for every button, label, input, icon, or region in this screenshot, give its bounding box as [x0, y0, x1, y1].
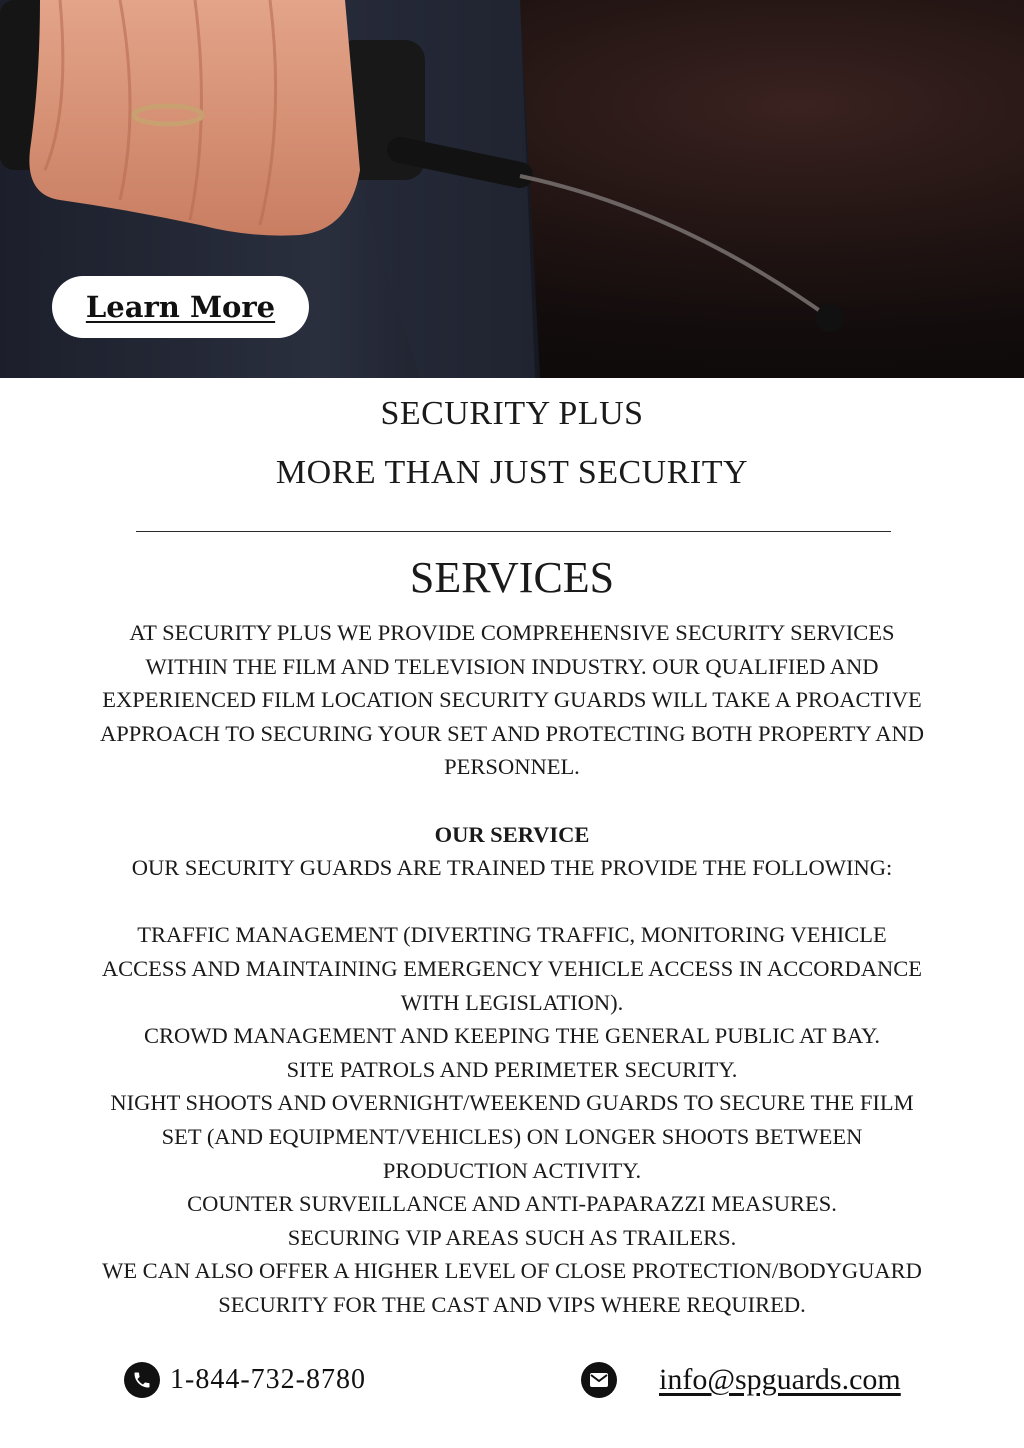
- service-line: COUNTER SURVEILLANCE AND ANTI-PAPARAZZI MEASURES.: [187, 1191, 837, 1217]
- our-service-intro: OUR SECURITY GUARDS ARE TRAINED THE PROVIDE THE FOLLOWING:: [131, 855, 893, 881]
- spacer: [70, 885, 954, 919]
- intro-line: PERSONNEL.: [444, 754, 580, 780]
- envelope-icon: [581, 1362, 617, 1398]
- intro-line: WITHIN THE FILM AND TELEVISION INDUSTRY. OUR QUALIFIED AND: [145, 653, 879, 679]
- phone-icon: [124, 1362, 160, 1398]
- hero-photo: [0, 0, 1024, 378]
- services-title: SERVICES: [409, 553, 615, 602]
- service-line: SECURITY FOR THE CAST AND VIPS WHERE REQUIRED.: [218, 1291, 806, 1317]
- spacer: [70, 784, 954, 818]
- service-line: WE CAN ALSO OFFER A HIGHER LEVEL OF CLOSE PROTECTION/BODYGUARD: [102, 1258, 922, 1284]
- phone-number[interactable]: 1-844-732-8780: [170, 1364, 366, 1395]
- intro-line: EXPERIENCED FILM LOCATION SECURITY GUARDS WILL TAKE A PROACTIVE: [102, 687, 922, 713]
- email-contact[interactable]: [581, 1362, 941, 1398]
- intro-line: APPROACH TO SECURING YOUR SET AND PROTECTING BOTH PROPERTY AND: [100, 720, 924, 746]
- service-line: SET (AND EQUIPMENT/VEHICLES) ON LONGER SHOOTS BETWEEN: [161, 1123, 863, 1149]
- service-line: WITH LEGISLATION).: [400, 989, 624, 1015]
- service-line: PRODUCTION ACTIVITY.: [382, 1157, 642, 1183]
- service-line: SITE PATROLS AND PERIMETER SECURITY.: [286, 1056, 738, 1082]
- service-line: SECURING VIP AREAS SUCH AS TRAILERS.: [287, 1224, 737, 1250]
- service-line: CROWD MANAGEMENT AND KEEPING THE GENERAL PUBLIC AT BAY.: [143, 1023, 881, 1049]
- email-link[interactable]: info@spguards.com: [659, 1363, 901, 1396]
- section-divider: [136, 531, 891, 532]
- service-line: TRAFFIC MANAGEMENT (DIVERTING TRAFFIC, MONITORING VEHICLE: [137, 922, 887, 948]
- brand-name: SECURITY PLUS: [380, 395, 644, 432]
- service-line: NIGHT SHOOTS AND OVERNIGHT/WEEKEND GUARDS TO SECURE THE FILM: [110, 1090, 914, 1116]
- services-content: [70, 616, 954, 1321]
- brand-tagline: MORE THAN JUST SECURITY: [275, 454, 749, 491]
- service-line: ACCESS AND MAINTAINING EMERGENCY VEHICLE ACCESS IN ACCORDANCE: [101, 955, 923, 981]
- phone-contact[interactable]: [124, 1362, 366, 1398]
- our-service-heading: OUR SERVICE: [434, 821, 590, 847]
- intro-line: AT SECURITY PLUS WE PROVIDE COMPREHENSIVE SECURITY SERVICES: [129, 620, 895, 645]
- learn-more-button[interactable]: Learn More: [52, 276, 309, 338]
